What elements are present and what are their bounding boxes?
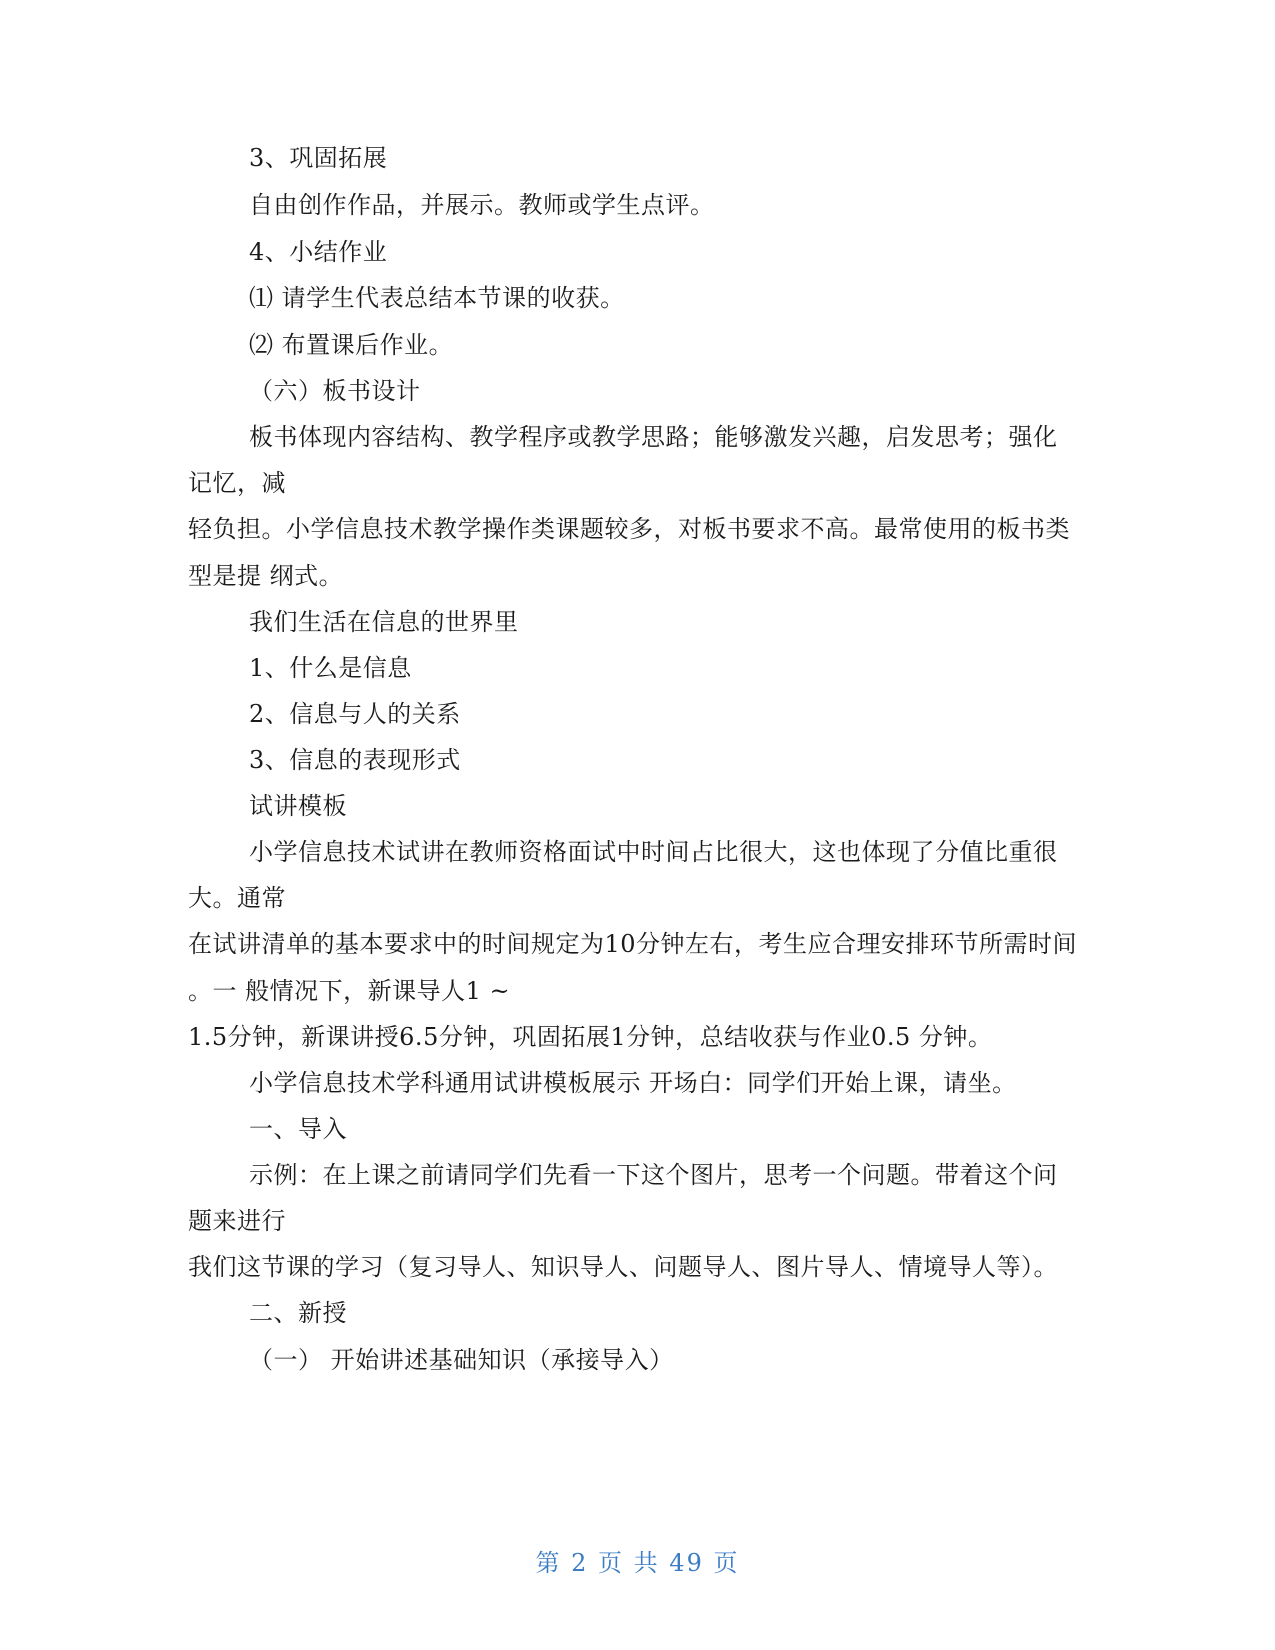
page-number-footer: 第 2 页 共 49 页 — [535, 1549, 740, 1577]
board-item: 3、信息的表现形式 — [249, 746, 461, 774]
board-item: 1、什么是信息 — [249, 654, 412, 682]
paragraph-line: 大。通常 — [188, 884, 286, 912]
heading-consolidate-expand: 3、巩固拓展 — [249, 144, 388, 172]
paragraph-line: 板书体现内容结构、教学程序或教学思路；能够激发兴趣，启发思考；强化 — [249, 423, 1058, 451]
heading-board-design: （六）板书设计 — [249, 377, 421, 405]
board-title: 我们生活在信息的世界里 — [249, 608, 519, 636]
paragraph-line: 轻负担。小学信息技术教学操作类课题较多，对板书要求不高。最常使用的板书类 — [188, 515, 1070, 543]
heading-introduction: 一、导入 — [249, 1115, 347, 1143]
heading-new-lesson: 二、新授 — [249, 1299, 347, 1327]
section-heading-template: 试讲模板 — [249, 792, 347, 820]
subheading-basic-knowledge: （一） 开始讲述基础知识（承接导入） — [249, 1346, 674, 1374]
heading-summary-homework: 4、小结作业 — [249, 238, 388, 266]
paragraph-line: 记忆，减 — [188, 469, 286, 497]
paragraph-line: 我们这节课的学习（复习导人、知识导人、问题导人、图片导人、情境导人等）。 — [188, 1253, 1058, 1281]
paragraph-line: 自由创作作品，并展示。教师或学生点评。 — [249, 191, 715, 219]
paragraph-line: 小学信息技术学科通用试讲模板展示 开场白：同学们开始上课，请坐。 — [249, 1069, 1017, 1097]
paragraph-line: 题来进行 — [188, 1207, 286, 1235]
paragraph-line: 示例：在上课之前请同学们先看一下这个图片，思考一个问题。带着这个问 — [249, 1161, 1058, 1189]
paragraph-line: 。一 般情况下，新课导人1 ~ — [188, 977, 511, 1005]
paragraph-line: 1.5分钟，新课讲授6.5分钟，巩固拓展1分钟，总结收获与作业0.5 分钟。 — [188, 1023, 993, 1051]
list-item: ⑴ 请学生代表总结本节课的收获。 — [249, 284, 625, 312]
board-item: 2、信息与人的关系 — [249, 700, 461, 728]
list-item: ⑵ 布置课后作业。 — [249, 331, 454, 359]
paragraph-line: 在试讲清单的基本要求中的时间规定为10分钟左右，考生应合理安排环节所需时间 — [188, 930, 1078, 958]
paragraph-line: 小学信息技术试讲在教师资格面试中时间占比很大，这也体现了分值比重很 — [249, 838, 1058, 866]
paragraph-line: 型是提 纲式。 — [188, 562, 344, 590]
